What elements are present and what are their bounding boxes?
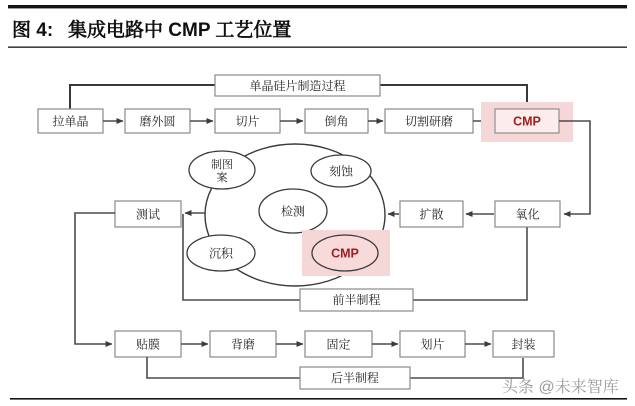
connector-topleft [70, 85, 215, 109]
label-mount: 固定 [326, 337, 351, 352]
label-pull-crystal: 拉单晶 [52, 114, 89, 129]
label-deposition: 沉积 [208, 246, 234, 261]
label-cmp-top: CMP [513, 114, 541, 129]
label-chamfer: 倒角 [324, 114, 349, 129]
title-underline [8, 47, 627, 48]
figure-number: 图 4: [12, 20, 54, 41]
label-oxidation: 氧化 [515, 207, 540, 222]
label-dicing: 划片 [420, 337, 445, 352]
connector-backhalf-to-package [410, 358, 523, 378]
connector-taping-to-backhalf [147, 357, 300, 378]
label-cut-grind: 切割研磨 [404, 114, 454, 129]
label-grind-outer: 磨外圆 [139, 114, 176, 129]
connector-test-to-taping [75, 213, 115, 344]
label-front-half: 前半制程 [332, 293, 381, 307]
label-slicing: 切片 [235, 114, 260, 129]
label-back-half: 后半制程 [330, 371, 380, 385]
connector-oxidation-to-fronthalf [413, 228, 527, 301]
label-diffusion: 扩散 [419, 207, 444, 222]
watermark-text: 头条 @未来智库 [502, 379, 619, 396]
figure-title: 集成电路中 CMP 工艺位置 [68, 20, 292, 41]
top-rule [8, 5, 627, 8]
label-patterning-line2: 案 [216, 172, 228, 184]
label-taping: 贴膜 [135, 337, 161, 352]
label-back-grind: 背磨 [230, 337, 256, 352]
label-wafer-manufacturing: 单晶硅片制造过程 [249, 79, 346, 93]
label-cmp-cycle: CMP [331, 246, 359, 261]
label-package: 封装 [511, 337, 536, 352]
label-etching: 刻蚀 [328, 164, 354, 179]
label-patterning-line1: 制图 [211, 159, 233, 171]
label-test: 测试 [135, 207, 161, 222]
bottom-rule [10, 398, 627, 400]
label-inspection: 检测 [280, 204, 306, 219]
